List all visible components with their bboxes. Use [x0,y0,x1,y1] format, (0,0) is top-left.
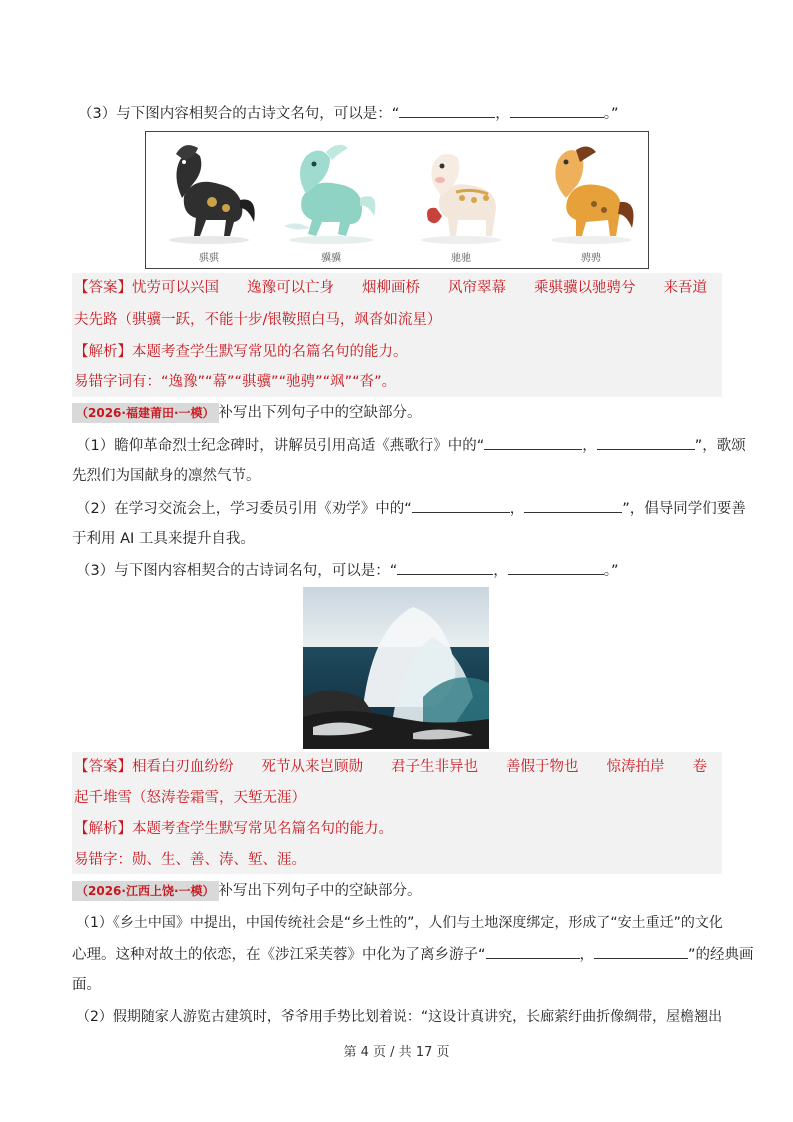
answer-block-2 [72,752,722,874]
text: ”的经典画 [688,947,754,963]
s2-question-2-cont: 于利用 AI 工具来提升自我。 [72,531,255,547]
answer-item: 逸豫可以亡身 [247,280,334,296]
blank [594,944,688,959]
analysis-tag: 【解析】 [74,821,132,837]
q3-prefix: （3）与下图内容相契合的古诗文名句，可以是：“ [78,106,400,122]
blank [397,560,493,575]
s2-question-3 [76,560,619,581]
source-tag: （2026·江西上饶·一模） [72,881,219,901]
horse-caption: 骥骥 [321,253,341,264]
s2-question-1-cont: 先烈们为国献身的凛然气节。 [72,468,261,484]
section-3-header [72,881,422,901]
text: 心理。这种对故土的依恋，在《涉江采芙蓉》中化为了离乡游子“ [72,947,486,963]
analysis-text: 本题考查学生默写常见名篇名句的能力。 [132,821,393,837]
answer-item: 君子生非异也 [391,759,478,775]
s3-question-2: （2）假期随家人游览古建筑时，爷爷用手势比划着说：“这设计真讲究，长廊萦纡曲折像绸带，屋檐翘出 [76,1009,723,1025]
answer-item: 烟柳画桥 [362,280,420,296]
blank [510,103,604,118]
answer-item: 忧劳可以兴国 [132,280,219,296]
horse-caption: 骐骐 [199,253,219,264]
answer-item: 善假于物也 [506,759,579,775]
text: （2）在学习交流会上，学习委员引用《劝学》中的“ [76,501,412,517]
s3-question-1: （1）《乡土中国》中提出，中国传统社会是“乡土性的”，人们与土地深度绑定，形成了“安土重迁”的文化 [76,915,723,931]
answer-item: 相看白刃血纷纷 [132,759,234,775]
horse-caption: 驰驰 [451,253,471,264]
page-number: 第 4 页 / 共 17 页 [343,1045,450,1060]
horses-figure [145,131,649,269]
horse-black [154,136,264,266]
analysis-text: 本题考查学生默写常见的名篇名句的能力。 [132,344,408,360]
text: ”，倡导同学们要善 [622,501,746,517]
q3-suffix: 。” [603,106,619,122]
answer-tag: 【答案】 [74,280,132,296]
text: ， [493,563,508,579]
source-tag: （2026·福建莆田·一模） [72,403,219,423]
wave-photo [303,587,489,749]
answer-item: 惊涛拍岸 [606,759,665,775]
answer-continuation: 起千堆雪（怒涛卷霜雪，天堑无涯） [74,790,306,806]
section-title: 补写出下列句子中的空缺部分。 [218,405,422,421]
text: ， [579,947,595,963]
analysis-tag: 【解析】 [74,344,132,360]
s3-question-1-cont [72,944,754,965]
horse-amber [536,136,646,266]
analysis-row [74,342,408,362]
text: ， [582,438,597,454]
s2-question-2 [76,498,746,519]
answer-block-1 [72,273,722,397]
text: （1）瞻仰革命烈士纪念碑时，讲解员引用高适《燕歌行》中的“ [76,438,485,454]
text: ， [509,501,525,517]
analysis-row [74,819,393,839]
s2-question-1 [76,435,746,456]
horse-caption: 骋骋 [581,253,601,264]
answer-continuation: 夫先路（骐骥一跃，不能十步/银鞍照白马，飒沓如流星） [74,312,442,328]
answer-item: 卷 [692,759,707,775]
horse-cream [406,136,516,266]
text: 。” [603,563,619,579]
answer-item: 风帘翠幕 [448,280,506,296]
s3-question-1-end: 面。 [72,977,101,993]
error-words: 易错字词有：“逸豫”“幕”“骐骥”“驰骋”“飒”“沓”。 [74,374,397,390]
question-3-prev [78,103,619,124]
section-2-header [72,403,422,423]
blank [524,498,622,513]
answer-tag: 【答案】 [74,759,132,775]
blank [486,944,580,959]
horse-mint [276,136,386,266]
answer-item: 乘骐骥以驰骋兮 [534,280,636,296]
blank [508,560,604,575]
text: ”，歌颂 [694,438,746,454]
blank [484,435,582,450]
text: （3）与下图内容相契合的古诗词名句，可以是：“ [76,563,398,579]
blank [412,498,510,513]
blank [597,435,695,450]
answer-item: 死节从来岂顾勋 [261,759,363,775]
blank [399,103,495,118]
answer-row [74,757,707,777]
section-title: 补写出下列句子中的空缺部分。 [218,883,422,899]
answer-row [74,278,707,298]
answer-item: 来吾道 [663,280,707,296]
q3-sep: ， [495,106,510,122]
error-words: 易错字：勋、生、善、涛、堑、涯。 [74,852,306,868]
